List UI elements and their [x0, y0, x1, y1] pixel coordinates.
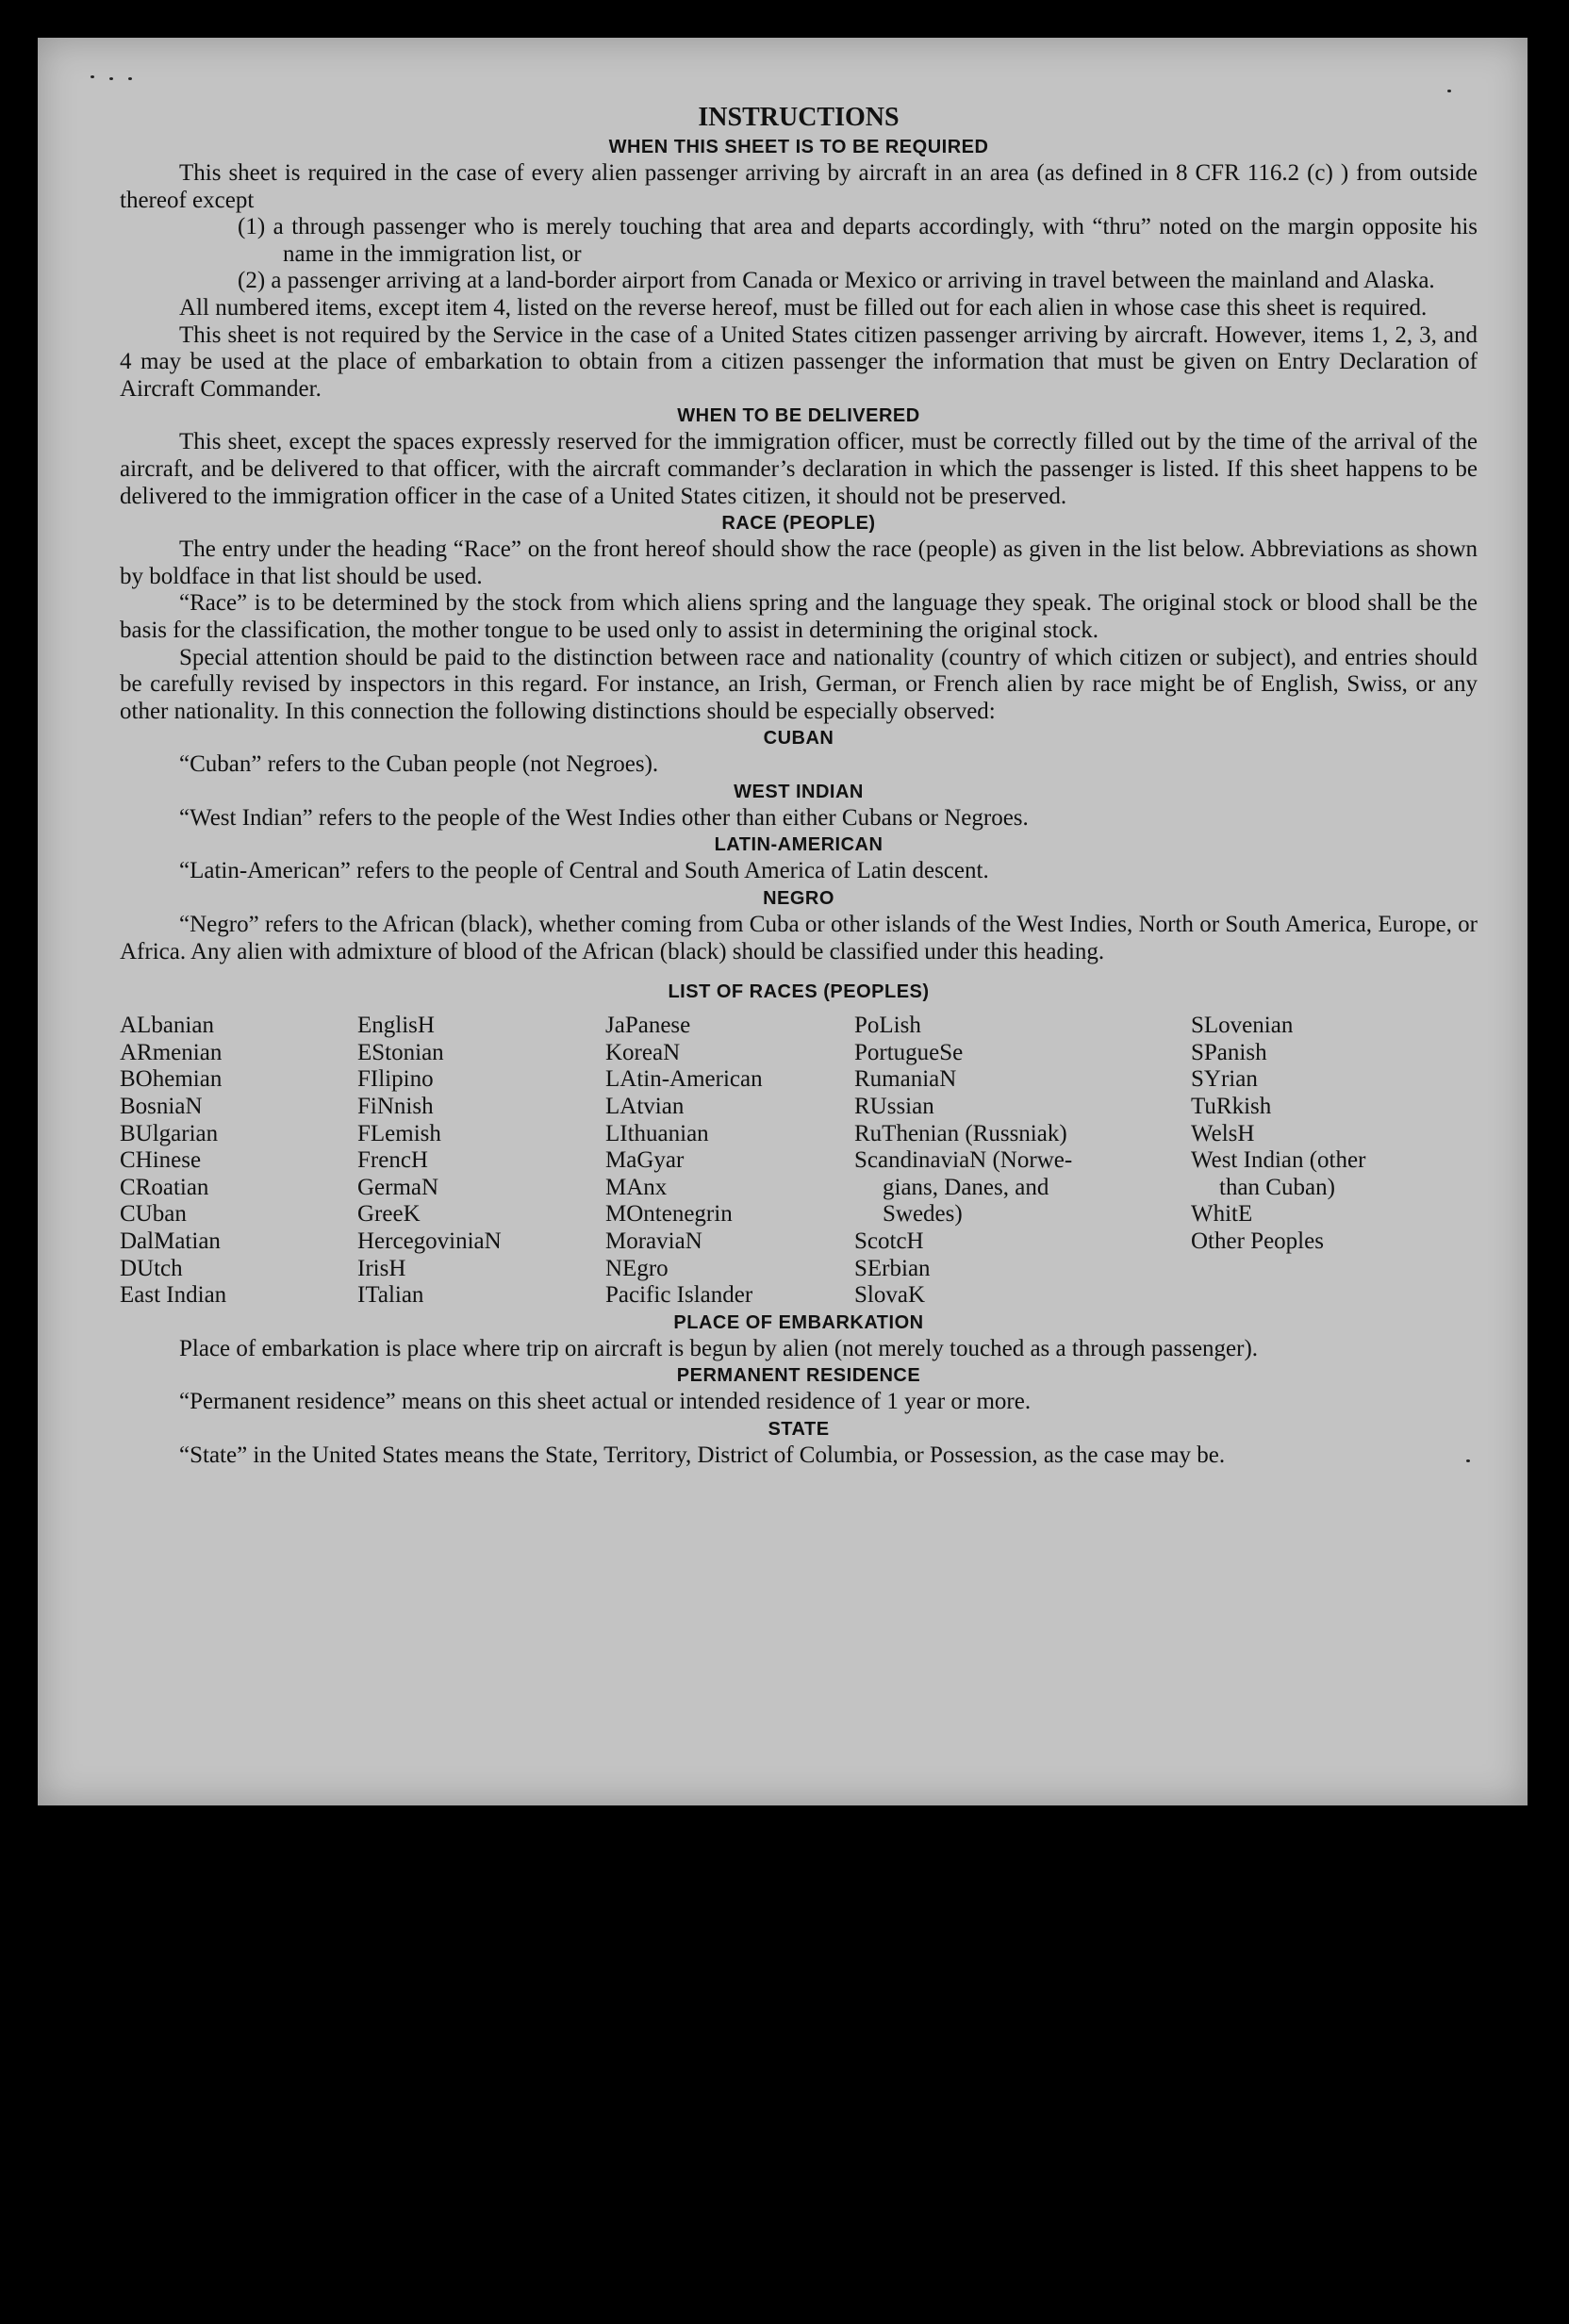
races-column-5 — [1191, 1013, 1478, 1310]
heading-place-of-embarkation: PLACE OF EMBARKATION — [673, 1311, 924, 1333]
race-entry: NEgro — [605, 1255, 669, 1281]
scan-speck — [91, 75, 94, 78]
page-title: INSTRUCTIONS — [698, 103, 900, 132]
race-entry: ALbanian — [120, 1013, 214, 1039]
latin-american-paragraph: “Latin-American” refers to the people of Central and South America of Latin descent. — [179, 858, 989, 884]
required-exception-2: (2) a passenger arriving at a land-border airport from Canada or Mexico or arriving in travel between the mainland and Alaska. — [238, 268, 1435, 294]
race-entry: BosniaN — [120, 1094, 203, 1120]
races-list — [120, 1013, 1478, 1310]
cuban-paragraph: “Cuban” refers to the Cuban people (not Negroes). — [179, 751, 659, 778]
scan-speck — [1447, 90, 1451, 92]
race-entry: GermaN — [357, 1174, 439, 1200]
race-paragraph-1: The entry under the heading “Race” on the front hereof should show the race (people) as given in the list below. Abbreviations as shown by boldface in that list should be used. — [120, 536, 1478, 589]
race-entry: CUban — [120, 1201, 187, 1228]
heading-permanent-residence: PERMANENT RESIDENCE — [676, 1365, 921, 1387]
race-entry: SErbian — [854, 1255, 931, 1281]
instructions-text — [120, 102, 1478, 1470]
race-entry: MaGyar — [605, 1147, 685, 1174]
race-entry: CRoatian — [120, 1174, 209, 1200]
race-entry: ScandinaviaN (Norwe- — [854, 1147, 1073, 1174]
race-entry: FIlipino — [357, 1066, 434, 1093]
scan-speck — [109, 77, 113, 80]
race-entry: DalMatian — [120, 1228, 221, 1254]
race-entry: FrencH — [357, 1147, 428, 1174]
race-entry: KoreaN — [605, 1039, 681, 1065]
race-entry: West Indian (other — [1191, 1147, 1366, 1174]
races-column-2 — [357, 1013, 605, 1310]
race-entry: LAtvian — [605, 1094, 685, 1120]
race-entry: JaPanese — [605, 1013, 691, 1039]
race-entry: LAtin-American — [605, 1066, 763, 1093]
race-entry: BUlgarian — [120, 1120, 219, 1146]
race-entry: RumaniaN — [854, 1066, 957, 1093]
race-entry: East Indian — [120, 1282, 227, 1309]
heading-state: STATE — [768, 1418, 830, 1440]
heading-when-required: WHEN THIS SHEET IS TO BE REQUIRED — [608, 137, 989, 157]
race-entry: Other Peoples — [1191, 1228, 1324, 1254]
required-exception-1: (1) a through passenger who is merely touching that area and departs accordingly, with “thru” noted on the margin opposite his name in the immigration list, or — [238, 214, 1478, 267]
races-column-3 — [605, 1013, 854, 1310]
race-entry: IrisH — [357, 1255, 406, 1281]
race-entry: FLemish — [357, 1120, 441, 1146]
heading-list-of-races: LIST OF RACES (PEOPLES) — [668, 981, 930, 1003]
race-entry: TuRkish — [1191, 1094, 1272, 1120]
race-entry: DUtch — [120, 1255, 183, 1281]
race-entry: SPanish — [1191, 1039, 1267, 1065]
race-entry: than Cuban) — [1219, 1174, 1335, 1200]
required-paragraph-2: All numbered items, except item 4, listed on the reverse hereof, must be filled out for each alien in whose case this sheet is required. — [179, 294, 1428, 321]
race-paragraph-2: “Race” is to be determined by the stock from which aliens spring and the language they speak. The original stock or blood shall be the basis for the classification, the mother tongue to be used only to assist in determining the original stock. — [120, 590, 1478, 643]
race-entry: Pacific Islander — [605, 1282, 753, 1309]
instruction-sheet — [38, 38, 1528, 1805]
race-entry: WhitE — [1191, 1201, 1253, 1228]
embarkation-paragraph: Place of embarkation is place where trip on aircraft is begun by alien (not merely touched as a through passenger). — [179, 1335, 1259, 1361]
races-column-1 — [120, 1013, 357, 1310]
negro-paragraph: “Negro” refers to the African (black), whether coming from Cuba or other islands of the West Indies, North or South America, Europe, or Africa. Any alien with admixture of blood of the African (black) should be classified under this heading. — [120, 912, 1478, 964]
required-paragraph-1: This sheet is required in the case of every alien passenger arriving by aircraft in an area (as defined in 8 CFR 116.2 (c) ) from outside thereof except — [120, 160, 1478, 213]
race-entry: EStonian — [357, 1039, 444, 1065]
race-entry: SYrian — [1191, 1066, 1258, 1093]
race-entry: BOhemian — [120, 1066, 223, 1093]
delivered-paragraph: This sheet, except the spaces expressly reserved for the immigration officer, must be correctly filled out by the time of the arrival of the aircraft, and be delivered to that officer, with the aircraft commander’s declaration in which the passenger is listed. If this sheet happens to be delivered to the immigration officer in the case of a United States citizen, it should not be preserved. — [120, 429, 1478, 509]
race-entry: SLovenian — [1191, 1013, 1294, 1039]
race-paragraph-3: Special attention should be paid to the distinction between race and nationality (country of which citizen or subject), and entries should be carefully revised by inspectors in this regard. For instance, an Irish, German, or French alien by race might be of English, Swiss, or any other nationality. In this connection the following distinctions should be especially observed: — [120, 644, 1478, 724]
west-indian-paragraph: “West Indian” refers to the people of the West Indies other than either Cubans or Negroes. — [179, 804, 1029, 831]
race-entry: Swedes) — [883, 1201, 963, 1228]
race-entry: WelsH — [1191, 1120, 1255, 1146]
residence-paragraph: “Permanent residence” means on this sheet actual or intended residence of 1 year or more. — [179, 1389, 1032, 1415]
required-paragraph-3: This sheet is not required by the Service in the case of a United States citizen passenger arriving by aircraft. However, items 1, 2, 3, and 4 may be used at the place of embarkation to obtain from a citizen passenger the information that must be given on Entry Declaration of Aircraft Commander. — [120, 321, 1478, 402]
heading-when-delivered: WHEN TO BE DELIVERED — [677, 405, 920, 427]
race-entry: gians, Danes, and — [883, 1174, 1049, 1200]
state-paragraph: “State” in the United States means the State, Territory, District of Columbia, or Possession, as the case may be. — [179, 1442, 1226, 1468]
heading-latin-american: LATIN-AMERICAN — [714, 834, 884, 856]
race-entry: MAnx — [605, 1174, 668, 1200]
heading-west-indian: WEST INDIAN — [734, 781, 864, 802]
race-entry: SlovaK — [854, 1282, 925, 1309]
race-entry: MoraviaN — [605, 1228, 702, 1254]
race-entry: RuThenian (Russniak) — [854, 1120, 1067, 1146]
race-entry: PoLish — [854, 1013, 921, 1039]
race-entry: HercegovinіaN — [357, 1228, 502, 1254]
heading-cuban: CUBAN — [763, 728, 834, 750]
race-entry: ITalian — [357, 1282, 424, 1309]
race-entry: GreeK — [357, 1201, 421, 1228]
races-column-4 — [854, 1013, 1191, 1310]
race-entry: MOntenegrin — [605, 1201, 733, 1228]
race-entry: CHinese — [120, 1147, 202, 1174]
race-entry: RUssian — [854, 1094, 934, 1120]
race-entry: EnglisH — [357, 1013, 435, 1039]
race-entry: FiNnish — [357, 1094, 434, 1120]
race-entry: ScotcH — [854, 1228, 924, 1254]
scan-speck — [128, 77, 132, 80]
race-entry: PortugueSe — [854, 1039, 964, 1065]
race-entry: LIthuanian — [605, 1120, 709, 1146]
race-entry: ARmenian — [120, 1039, 223, 1065]
heading-negro: NEGRO — [763, 888, 834, 910]
heading-race: RACE (PEOPLE) — [721, 513, 876, 535]
